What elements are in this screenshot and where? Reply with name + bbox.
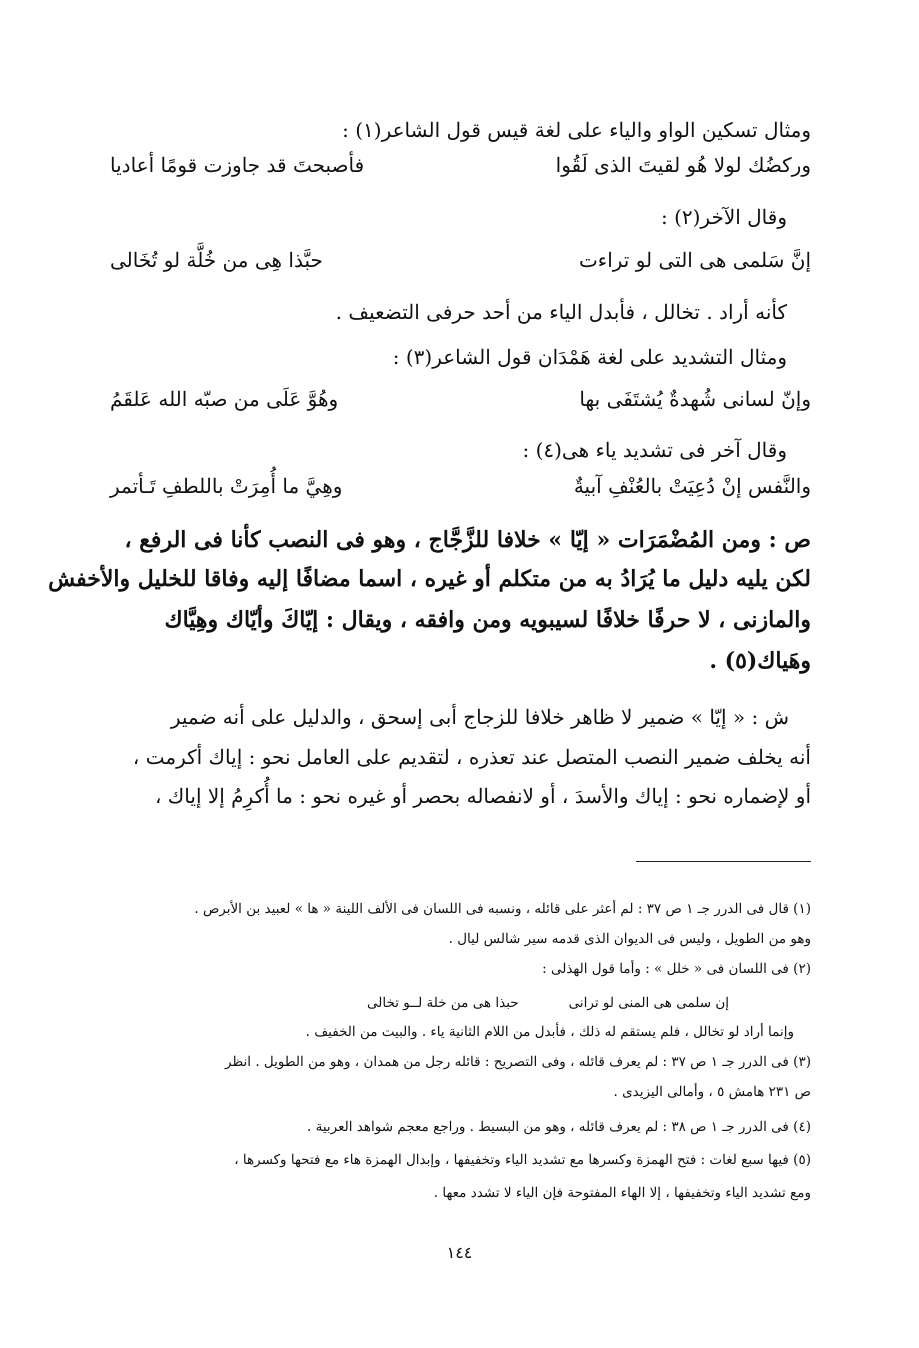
page-number: ١٤٤ <box>446 1243 473 1262</box>
matn-line: والمازنى ، لا حرفًا خلافًا لسيبويه ومن وافقه ، ويقال : إيّاكَ وأيّاك وهِيَّاك <box>164 607 811 633</box>
verse-line <box>110 248 811 272</box>
verse-line <box>110 474 811 498</box>
matn-line: لكن يليه دليل ما يُرَادُ به من متكلم أو غيره ، اسما مضافًا إليه وفاقا للخليل والأخفش <box>48 566 811 592</box>
footnote-verse-first: إن سلمى هى المنى لو ترانى <box>568 995 729 1011</box>
verse-second-hemistich: وهُوَّ عَلَى من صبّه الله عَلقَمُ <box>110 387 339 411</box>
footnote-line: ومع تشديد الياء وتخفيفها ، إلا الهاء المفتوحة فإن الياء لا تشدد معها . <box>433 1185 811 1201</box>
verse-line <box>110 387 811 411</box>
footnote-line: وإنما أراد لو تخالل ، فلم يستقم له ذلك ، فأبدل من اللام الثانية ياء . والبيت من الخفيف . <box>305 1024 794 1040</box>
matn-line: ص : ومن المُضْمَرَات « إيّا » خلافا للزَّجَّاج ، وهو فى النصب كأنا فى الرفع ، <box>124 527 811 553</box>
footnote-line: (١) قال فى الدرر جـ ١ ص ٣٧ : لم أعثر على قائله ، ونسبه فى اللسان فى الألف اللينة « ها » لعبيد بن الأبرص . <box>194 901 811 917</box>
text-line: ومثال التشديد على لغة هَمْدَان قول الشاعر(٣) : <box>392 345 787 369</box>
verse-line <box>110 153 811 177</box>
footnote-line: ص ٢٣١ هامش ٥ ، وأمالى اليزيدى . <box>613 1084 811 1100</box>
text-line: ومثال تسكين الواو والياء على لغة قيس قول الشاعر(١) : <box>342 118 811 142</box>
footnote-line: (٥) فيها سبع لغات : فتح الهمزة وكسرها مع تشديد الياء وتخفيفها ، وإبدال الهمزة هاء مع فتحها وكسرها ، <box>234 1152 811 1168</box>
footnote-verse <box>367 995 729 1011</box>
footnote-verse-second: حبذا هى من خلة لــو تخالى <box>367 995 519 1011</box>
footnote-line: (٣) فى الدرر جـ ١ ص ٣٧ : لم يعرف قائله ، وفى التصريح : قائله رجل من همدان ، وهو من الطويل . انظر <box>225 1054 811 1070</box>
footnote-line: وهو من الطويل ، وليس فى الديوان الذى قدمه سير شالس ليال . <box>448 931 811 947</box>
verse-first-hemistich: والنَّفس إنْ دُعِيَتْ بالعُنْفِ آبيةٌ <box>573 474 811 498</box>
footnote-separator <box>636 861 811 862</box>
sharh-line: أو لإضماره نحو : إياك والأسدَ ، أو لانفصاله بحصر أو غيره نحو : ما أُكرِمُ إلا إياك ، <box>154 784 811 808</box>
sharh-line: ش : « إيّا » ضمير لا ظاهر خلافا للزجاج أبى إسحق ، والدليل على أنه ضمير <box>170 705 789 729</box>
verse-first-hemistich: إنَّ سَلمى هى التى لو تراءت <box>578 248 811 272</box>
footnote-line: (٢) فى اللسان فى « خلل » : وأما قول الهذلى : <box>542 961 811 977</box>
text-line: وقال آخر فى تشديد ياء هى(٤) : <box>522 438 787 462</box>
footnote-line: (٤) فى الدرر جـ ١ ص ٣٨ : لم يعرف قائله ، وهو من البسيط . وراجع معجم شواهد العربية . <box>307 1119 811 1135</box>
verse-second-hemistich: فأصبحتَ قد جاوزت قومًا أعاديا <box>110 153 365 177</box>
verse-second-hemistich: وهِيَّ ما أُمِرَتْ باللطفِ تَـأتمر <box>110 474 343 498</box>
text-line: كأنه أراد . تخالل ، فأبدل الياء من أحد حرفى التضعيف . <box>335 300 787 324</box>
sharh-line: أنه يخلف ضمير النصب المتصل عند تعذره ، لتقديم على العامل نحو : إياك أكرمت ، <box>132 745 811 769</box>
verse-first-hemistich: وإنّ لسانى شُهدةٌ يُشتَفَى بها <box>579 387 811 411</box>
verse-second-hemistich: حبَّذا هِى من خُلَّة لو تُخَالى <box>110 248 323 272</box>
text-line: وقال الآخر(٢) : <box>660 205 787 229</box>
matn-line: وهَياك(٥) . <box>709 648 811 674</box>
verse-first-hemistich: وركضُك لولا هُو لقيتَ الذى لَقُوا <box>555 153 811 177</box>
